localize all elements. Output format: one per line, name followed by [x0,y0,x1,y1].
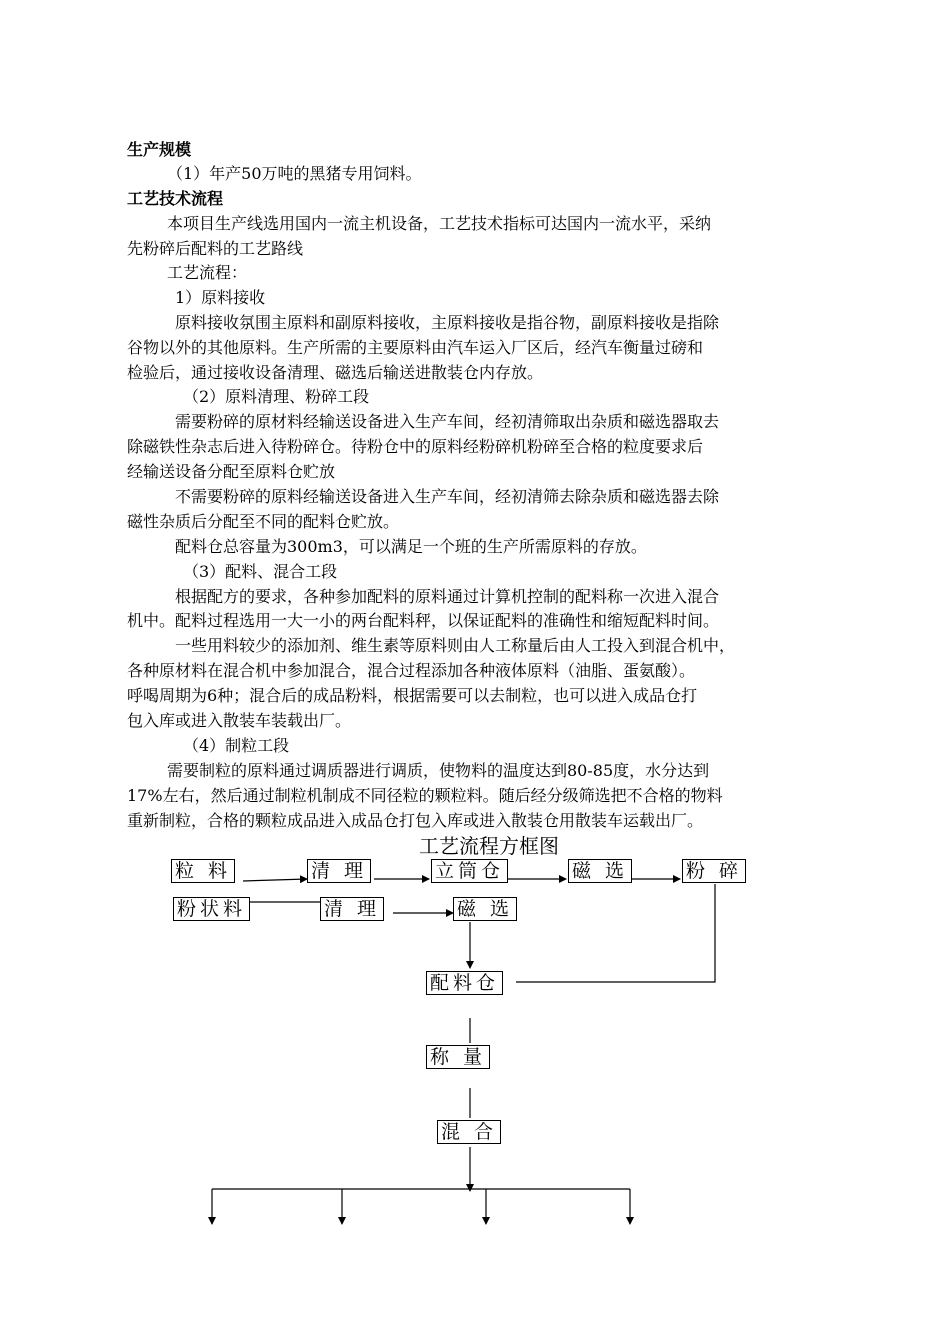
connector-crush-to-batching [516,884,715,982]
paragraph-line: 重新制粒，合格的颗粒成品进入成品仓打包入库或进入散装仓用散装车运载出厂。 [127,811,704,830]
paragraph-line: 机中。配料过程选用一大一小的两台配料秤，以保证配料的准确性和缩短配料时间。 [127,611,720,630]
section-label: （2）原料清理、粉碎工段 [183,387,370,406]
paragraph-line: 17%左右，然后通过制粒机制成不同径粒的颗粒料。随后经分级筛选把不合格的物料 [127,786,723,805]
section-label: （3）配料、混合工段 [183,562,338,581]
flow-box-crush: 粉 碎 [682,859,746,883]
flow-box-clean-2: 清 理 [320,897,384,921]
paragraph-line: 本项目生产线选用国内一流主机设备，工艺技术指标可达国内一流水平，采纳 [167,214,712,233]
paragraph-line: 需要制粒的原料通过调质器进行调质，使物料的温度达到80-85度，水分达到 [167,761,710,780]
section-label: （4）制粒工段 [183,736,290,755]
paragraph-line: 原料接收氛围主原料和副原料接收，主原料接收是指谷物，副原料接收是指除 [175,313,720,332]
paragraph-line: 根据配方的要求，各种参加配料的原料通过计算机控制的配料称一次进入混合 [175,587,720,606]
paragraph-line: 工艺流程： [167,263,248,282]
paragraph-line: 除磁铁性杂志后进入待粉碎仓。待粉仓中的原料经粉碎机粉碎至合格的粒度要求后 [127,437,704,456]
flow-box-mix: 混 合 [437,1120,501,1144]
paragraph-line: 包入库或进入散装车装载出厂。 [127,711,352,730]
flow-box-weigh: 称 量 [426,1045,490,1069]
heading-process-flow: 工艺技术流程 [127,189,224,208]
paragraph-line: 磁性杂质后分配至不同的配料仓贮放。 [127,512,400,531]
flow-box-powder: 粉状料 [173,897,250,921]
paragraph-line: 不需要粉碎的原料经输送设备进入生产车间，经初清筛去除杂质和磁选器去除 [175,487,720,506]
paragraph-line: 需要粉碎的原材料经输送设备进入生产车间，经初清筛取出杂质和磁选器取去 [175,412,720,431]
paragraph-line: 一些用料较少的添加剂、维生素等原料则由人工称量后由人工投入到混合机中， [175,636,736,655]
paragraph-line: 各种原材料在混合机中参加混合，混合过程添加各种液体原料（油脂、蛋氨酸）。 [127,661,696,680]
paragraph-line: （1）年产50万吨的黑猪专用饲料。 [167,164,422,183]
arrow-grain-to-clean [243,879,307,881]
flow-box-grain: 粒 料 [171,859,235,883]
heading-production-scale: 生产规模 [127,140,192,159]
flow-box-magnet-1: 磁 选 [568,859,632,883]
paragraph-line: 先粉碎后配料的工艺路线 [127,239,304,258]
flow-box-magnet-2: 磁 选 [453,897,517,921]
flow-box-batching: 配料仓 [426,971,503,995]
flow-box-silo: 立筒仓 [431,859,508,883]
paragraph-line: 呼喝周期为6种；混合后的成品粉料，根据需要可以去制粒，也可以进入成品仓打 [127,686,698,705]
paragraph-line: 配料仓总容量为300m3，可以满足一个班的生产所需原料的存放。 [175,537,647,556]
section-label: 1）原料接收 [175,288,266,307]
paragraph-line: 检验后，通过接收设备清理、磁选后输送进散装仓内存放。 [127,363,544,382]
paragraph-line: 谷物以外的其他原料。生产所需的主要原料由汽车运入厂区后，经汽车衡量过磅和 [127,338,704,357]
paragraph-line: 经输送设备分配至原料仓贮放 [127,462,336,481]
flow-box-clean-1: 清 理 [307,859,371,883]
flowchart-title: 工艺流程方框图 [419,834,559,858]
